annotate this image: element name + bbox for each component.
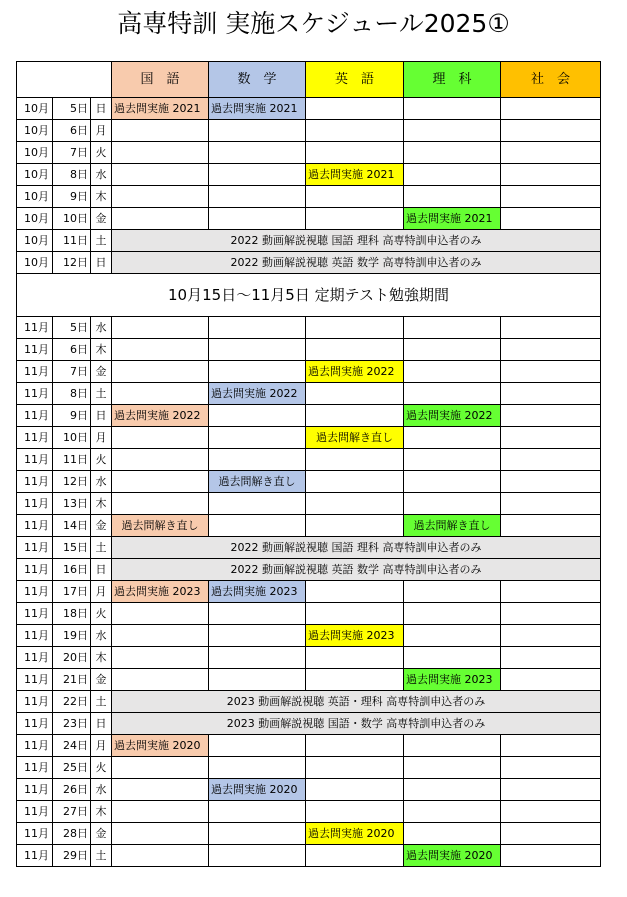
table-row (17, 603, 601, 625)
table-row (17, 647, 601, 669)
empty-cell (209, 317, 306, 339)
weekday-cell: 木 (91, 339, 112, 361)
empty-cell (501, 493, 601, 515)
empty-cell (306, 647, 404, 669)
empty-cell (404, 383, 501, 405)
exam-period-label: 10月15日～11月5日 定期テスト勉強期間 (17, 274, 601, 317)
event-cell: 過去問解き直し (209, 471, 306, 493)
weekday-cell: 日 (91, 252, 112, 274)
empty-cell (501, 603, 601, 625)
weekday-cell: 日 (91, 559, 112, 581)
header-shakai: 社 会 (501, 62, 601, 98)
event-cell: 過去問実施 2020 (306, 823, 404, 845)
empty-cell (306, 515, 404, 537)
empty-cell (112, 625, 209, 647)
table-row (17, 823, 601, 845)
day-cell: 17日 (53, 581, 91, 603)
empty-cell (501, 449, 601, 471)
day-cell: 5日 (53, 98, 91, 120)
empty-cell (306, 317, 404, 339)
weekday-cell: 火 (91, 142, 112, 164)
header-eigo: 英 語 (306, 62, 404, 98)
empty-cell (306, 801, 404, 823)
empty-cell (501, 779, 601, 801)
empty-cell (501, 142, 601, 164)
weekday-cell: 日 (91, 405, 112, 427)
table-row (17, 208, 601, 230)
empty-cell (501, 186, 601, 208)
table-row (17, 383, 601, 405)
day-cell: 21日 (53, 669, 91, 691)
month-cell: 11月 (17, 427, 53, 449)
empty-cell (404, 779, 501, 801)
month-cell: 11月 (17, 669, 53, 691)
weekday-cell: 月 (91, 120, 112, 142)
month-cell: 11月 (17, 537, 53, 559)
weekday-cell: 木 (91, 647, 112, 669)
empty-cell (404, 471, 501, 493)
empty-cell (112, 142, 209, 164)
empty-cell (306, 603, 404, 625)
empty-cell (209, 361, 306, 383)
empty-cell (306, 98, 404, 120)
month-cell: 11月 (17, 625, 53, 647)
header-kokugo: 国 語 (112, 62, 209, 98)
table-row (17, 779, 601, 801)
empty-cell (404, 757, 501, 779)
header-rika: 理 科 (404, 62, 501, 98)
empty-cell (209, 757, 306, 779)
empty-cell (306, 383, 404, 405)
schedule-table (16, 61, 601, 867)
empty-cell (209, 449, 306, 471)
empty-cell (501, 647, 601, 669)
empty-cell (209, 120, 306, 142)
day-cell: 26日 (53, 779, 91, 801)
table-row (17, 98, 601, 120)
empty-cell (501, 735, 601, 757)
month-cell: 10月 (17, 252, 53, 274)
empty-cell (501, 801, 601, 823)
empty-cell (112, 493, 209, 515)
empty-cell (501, 471, 601, 493)
weekday-cell: 金 (91, 361, 112, 383)
empty-cell (404, 823, 501, 845)
day-cell: 9日 (53, 186, 91, 208)
event-cell: 過去問実施 2023 (112, 581, 209, 603)
empty-cell (306, 471, 404, 493)
video-session-cell: 2022 動画解説視聴 英語 数学 高専特訓申込者のみ (112, 252, 601, 274)
empty-cell (112, 669, 209, 691)
day-cell: 22日 (53, 691, 91, 713)
weekday-cell: 水 (91, 317, 112, 339)
day-cell: 15日 (53, 537, 91, 559)
empty-cell (306, 449, 404, 471)
table-row (17, 559, 601, 581)
event-cell: 過去問実施 2021 (404, 208, 501, 230)
day-cell: 6日 (53, 339, 91, 361)
empty-cell (404, 98, 501, 120)
video-session-cell: 2023 動画解説視聴 英語・理科 高専特訓申込者のみ (112, 691, 601, 713)
empty-cell (404, 164, 501, 186)
empty-cell (404, 647, 501, 669)
empty-cell (404, 493, 501, 515)
video-session-cell: 2022 動画解説視聴 英語 数学 高専特訓申込者のみ (112, 559, 601, 581)
event-cell: 過去問実施 2021 (209, 98, 306, 120)
video-session-cell: 2023 動画解説視聴 国語・数学 高専特訓申込者のみ (112, 713, 601, 735)
empty-cell (112, 339, 209, 361)
day-cell: 7日 (53, 142, 91, 164)
table-row (17, 471, 601, 493)
day-cell: 28日 (53, 823, 91, 845)
empty-cell (501, 515, 601, 537)
weekday-cell: 金 (91, 208, 112, 230)
empty-cell (404, 625, 501, 647)
empty-cell (501, 383, 601, 405)
empty-cell (306, 779, 404, 801)
table-row (17, 801, 601, 823)
table-row (17, 339, 601, 361)
empty-cell (209, 405, 306, 427)
month-cell: 11月 (17, 757, 53, 779)
empty-cell (112, 647, 209, 669)
weekday-cell: 日 (91, 98, 112, 120)
day-cell: 25日 (53, 757, 91, 779)
empty-cell (404, 427, 501, 449)
table-row (17, 691, 601, 713)
event-cell: 過去問実施 2022 (209, 383, 306, 405)
weekday-cell: 土 (91, 537, 112, 559)
empty-cell (306, 208, 404, 230)
empty-cell (306, 405, 404, 427)
empty-cell (112, 427, 209, 449)
event-cell: 過去問実施 2022 (404, 405, 501, 427)
table-row (17, 427, 601, 449)
table-row (17, 757, 601, 779)
weekday-cell: 金 (91, 823, 112, 845)
empty-cell (501, 317, 601, 339)
empty-cell (209, 603, 306, 625)
day-cell: 5日 (53, 317, 91, 339)
weekday-cell: 火 (91, 603, 112, 625)
page-title: 高専特訓 実施スケジュール2025① (117, 9, 510, 38)
month-cell: 11月 (17, 339, 53, 361)
empty-cell (112, 120, 209, 142)
weekday-cell: 水 (91, 779, 112, 801)
empty-cell (306, 186, 404, 208)
empty-cell (209, 186, 306, 208)
weekday-cell: 水 (91, 164, 112, 186)
weekday-cell: 土 (91, 230, 112, 252)
table-row (17, 230, 601, 252)
empty-cell (404, 735, 501, 757)
table-row (17, 669, 601, 691)
empty-cell (209, 669, 306, 691)
day-cell: 20日 (53, 647, 91, 669)
day-cell: 6日 (53, 120, 91, 142)
day-cell: 10日 (53, 427, 91, 449)
month-cell: 10月 (17, 98, 53, 120)
day-cell: 23日 (53, 713, 91, 735)
empty-cell (501, 164, 601, 186)
weekday-cell: 金 (91, 515, 112, 537)
video-session-cell: 2022 動画解説視聴 国語 理科 高専特訓申込者のみ (112, 230, 601, 252)
empty-cell (404, 186, 501, 208)
table-row (17, 405, 601, 427)
empty-cell (209, 339, 306, 361)
empty-cell (404, 581, 501, 603)
weekday-cell: 木 (91, 493, 112, 515)
empty-cell (404, 317, 501, 339)
month-cell: 11月 (17, 317, 53, 339)
table-row (17, 581, 601, 603)
weekday-cell: 月 (91, 427, 112, 449)
month-cell: 11月 (17, 559, 53, 581)
table-row (17, 713, 601, 735)
event-cell: 過去問解き直し (112, 515, 209, 537)
table-row (17, 120, 601, 142)
month-cell: 11月 (17, 405, 53, 427)
event-cell: 過去問実施 2020 (209, 779, 306, 801)
event-cell: 過去問実施 2020 (112, 735, 209, 757)
month-cell: 11月 (17, 361, 53, 383)
day-cell: 11日 (53, 230, 91, 252)
month-cell: 10月 (17, 164, 53, 186)
table-row (17, 142, 601, 164)
weekday-cell: 木 (91, 186, 112, 208)
weekday-cell: 土 (91, 383, 112, 405)
empty-cell (404, 339, 501, 361)
day-cell: 18日 (53, 603, 91, 625)
table-row (17, 493, 601, 515)
weekday-cell: 金 (91, 669, 112, 691)
event-cell: 過去問実施 2021 (306, 164, 404, 186)
empty-cell (501, 669, 601, 691)
table-row (17, 515, 601, 537)
empty-cell (112, 845, 209, 867)
empty-cell (404, 603, 501, 625)
table-row (17, 164, 601, 186)
empty-cell (306, 120, 404, 142)
empty-cell (501, 823, 601, 845)
empty-cell (306, 493, 404, 515)
empty-cell (306, 735, 404, 757)
event-cell: 過去問解き直し (306, 427, 404, 449)
empty-cell (209, 427, 306, 449)
empty-cell (501, 208, 601, 230)
month-cell: 10月 (17, 120, 53, 142)
month-cell: 11月 (17, 801, 53, 823)
weekday-cell: 土 (91, 691, 112, 713)
header-row (17, 62, 601, 98)
empty-cell (501, 625, 601, 647)
weekday-cell: 火 (91, 757, 112, 779)
weekday-cell: 水 (91, 471, 112, 493)
empty-cell (112, 757, 209, 779)
day-cell: 12日 (53, 252, 91, 274)
empty-cell (501, 757, 601, 779)
empty-cell (501, 581, 601, 603)
empty-cell (112, 186, 209, 208)
empty-cell (501, 120, 601, 142)
day-cell: 12日 (53, 471, 91, 493)
event-cell: 過去問実施 2023 (209, 581, 306, 603)
table-row (17, 537, 601, 559)
empty-cell (306, 339, 404, 361)
empty-cell (501, 361, 601, 383)
day-cell: 13日 (53, 493, 91, 515)
empty-cell (209, 735, 306, 757)
empty-cell (404, 120, 501, 142)
empty-cell (209, 823, 306, 845)
event-cell: 過去問実施 2021 (112, 98, 209, 120)
weekday-cell: 水 (91, 625, 112, 647)
weekday-cell: 火 (91, 449, 112, 471)
video-session-cell: 2022 動画解説視聴 国語 理科 高専特訓申込者のみ (112, 537, 601, 559)
month-cell: 11月 (17, 647, 53, 669)
empty-cell (306, 757, 404, 779)
empty-cell (501, 427, 601, 449)
month-cell: 11月 (17, 383, 53, 405)
month-cell: 11月 (17, 779, 53, 801)
day-cell: 27日 (53, 801, 91, 823)
day-cell: 24日 (53, 735, 91, 757)
empty-cell (306, 669, 404, 691)
table-row (17, 252, 601, 274)
empty-cell (112, 164, 209, 186)
empty-cell (209, 515, 306, 537)
month-cell: 11月 (17, 713, 53, 735)
empty-cell (112, 801, 209, 823)
empty-cell (404, 449, 501, 471)
weekday-cell: 月 (91, 581, 112, 603)
empty-cell (209, 164, 306, 186)
empty-cell (501, 845, 601, 867)
empty-cell (209, 208, 306, 230)
month-cell: 11月 (17, 735, 53, 757)
table-row (17, 845, 601, 867)
day-cell: 29日 (53, 845, 91, 867)
empty-cell (306, 845, 404, 867)
empty-cell (501, 339, 601, 361)
event-cell: 過去問解き直し (404, 515, 501, 537)
month-cell: 10月 (17, 230, 53, 252)
empty-cell (112, 449, 209, 471)
empty-cell (112, 779, 209, 801)
empty-cell (112, 317, 209, 339)
day-cell: 19日 (53, 625, 91, 647)
empty-cell (404, 801, 501, 823)
table-row (17, 317, 601, 339)
weekday-cell: 日 (91, 713, 112, 735)
weekday-cell: 土 (91, 845, 112, 867)
empty-cell (209, 801, 306, 823)
empty-cell (112, 823, 209, 845)
empty-cell (404, 361, 501, 383)
empty-cell (209, 142, 306, 164)
empty-cell (501, 98, 601, 120)
month-cell: 11月 (17, 449, 53, 471)
day-cell: 11日 (53, 449, 91, 471)
empty-cell (112, 383, 209, 405)
empty-cell (501, 405, 601, 427)
empty-cell (209, 493, 306, 515)
empty-cell (306, 142, 404, 164)
month-cell: 11月 (17, 691, 53, 713)
weekday-cell: 月 (91, 735, 112, 757)
day-cell: 14日 (53, 515, 91, 537)
month-cell: 10月 (17, 186, 53, 208)
day-cell: 7日 (53, 361, 91, 383)
event-cell: 過去問実施 2022 (306, 361, 404, 383)
weekday-cell: 木 (91, 801, 112, 823)
empty-cell (112, 603, 209, 625)
month-cell: 11月 (17, 471, 53, 493)
empty-cell (112, 471, 209, 493)
empty-cell (306, 581, 404, 603)
day-cell: 16日 (53, 559, 91, 581)
day-cell: 8日 (53, 383, 91, 405)
day-cell: 8日 (53, 164, 91, 186)
empty-cell (209, 845, 306, 867)
event-cell: 過去問実施 2022 (112, 405, 209, 427)
month-cell: 10月 (17, 208, 53, 230)
exam-period-row (17, 274, 601, 317)
month-cell: 11月 (17, 515, 53, 537)
day-cell: 10日 (53, 208, 91, 230)
empty-cell (404, 142, 501, 164)
header-sugaku: 数 学 (209, 62, 306, 98)
table-row (17, 449, 601, 471)
event-cell: 過去問実施 2023 (404, 669, 501, 691)
header-date-cell (17, 62, 112, 98)
month-cell: 11月 (17, 823, 53, 845)
month-cell: 11月 (17, 845, 53, 867)
day-cell: 9日 (53, 405, 91, 427)
month-cell: 11月 (17, 603, 53, 625)
event-cell: 過去問実施 2023 (306, 625, 404, 647)
table-row (17, 186, 601, 208)
month-cell: 11月 (17, 493, 53, 515)
table-row (17, 735, 601, 757)
event-cell: 過去問実施 2020 (404, 845, 501, 867)
month-cell: 11月 (17, 581, 53, 603)
empty-cell (209, 647, 306, 669)
month-cell: 10月 (17, 142, 53, 164)
table-row (17, 625, 601, 647)
empty-cell (209, 625, 306, 647)
empty-cell (112, 208, 209, 230)
table-row (17, 361, 601, 383)
empty-cell (112, 361, 209, 383)
